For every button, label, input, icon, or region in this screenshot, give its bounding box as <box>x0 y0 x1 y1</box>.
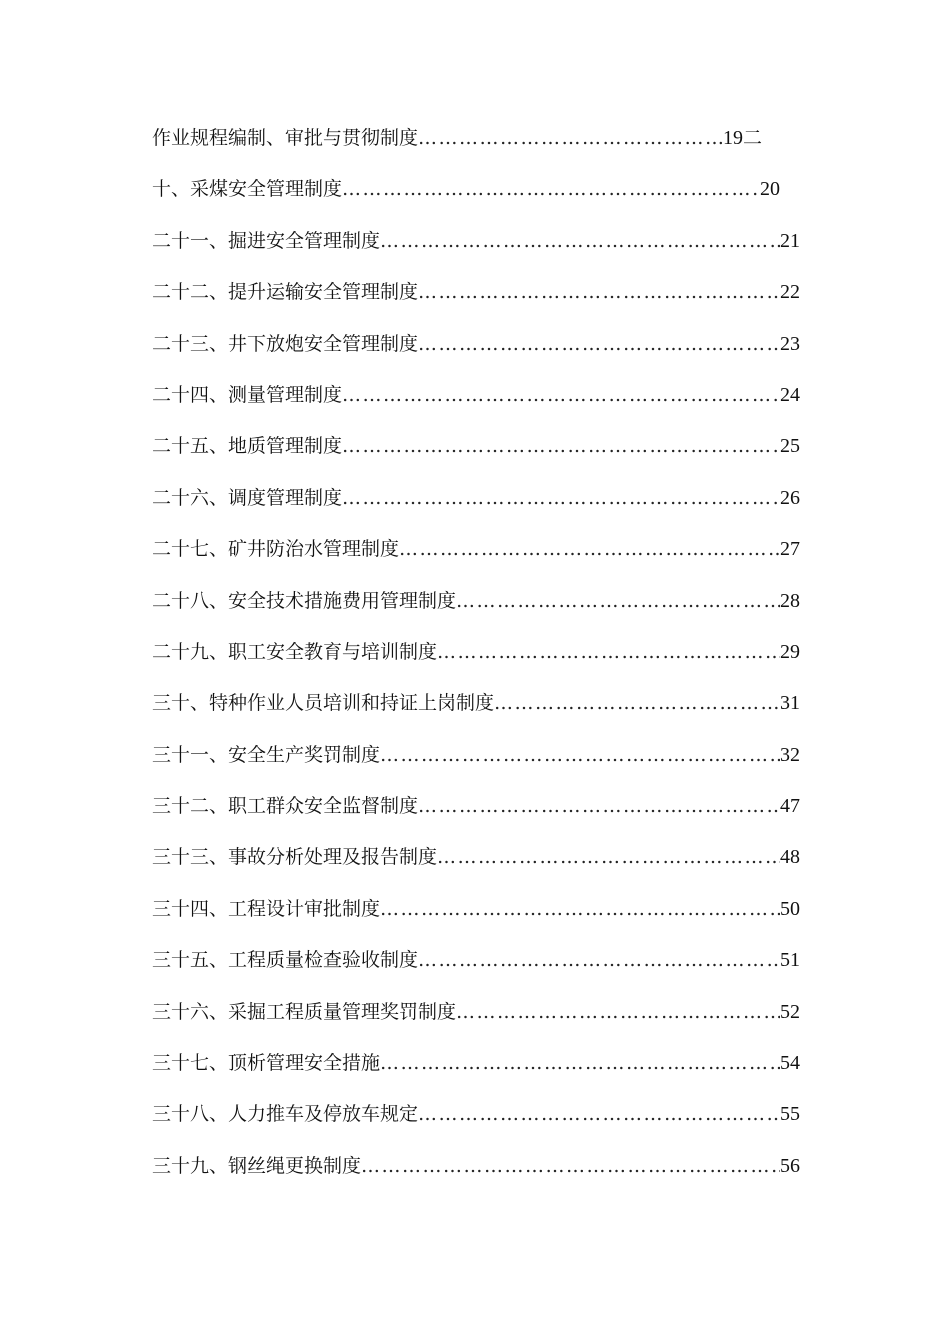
toc-entry[interactable] <box>152 527 800 578</box>
toc-leader-dots <box>456 990 780 1034</box>
toc-leader-dots <box>418 784 780 828</box>
toc-leader-dots <box>399 527 780 571</box>
toc-entry[interactable] <box>152 579 800 630</box>
toc-entry-title: 作业规程编制、审批与贯彻制度 <box>152 127 419 149</box>
toc-entry-page: 32 <box>780 743 800 766</box>
toc-entry-page: 20 <box>760 178 780 201</box>
toc-leader-dots <box>380 887 780 931</box>
toc-entry[interactable] <box>152 1041 800 1092</box>
toc-leader-dots <box>494 681 780 725</box>
toc-entry-page: 50 <box>780 897 800 920</box>
toc-entry-title: 二十二、提升运输安全管理制度 <box>152 281 419 304</box>
toc-entry[interactable] <box>152 990 800 1041</box>
toc-entry[interactable] <box>152 424 800 475</box>
toc-entry-trail: 二 <box>742 127 762 149</box>
toc-entry-title: 二十四、测量管理制度 <box>152 383 343 406</box>
toc-entry-page: 47 <box>780 795 800 818</box>
toc-leader-dots <box>342 424 780 468</box>
toc-entry[interactable] <box>152 733 800 784</box>
toc-entry-page: 29 <box>780 640 800 663</box>
toc-entry-title: 二十八、安全技术措施费用管理制度 <box>152 589 457 612</box>
toc-entry-page: 56 <box>780 1154 800 1177</box>
toc-entry[interactable] <box>152 270 800 321</box>
toc-entry-title: 三十三、事故分析处理及报告制度 <box>152 846 438 869</box>
toc-entry-title: 二十九、职工安全教育与培训制度 <box>152 640 438 663</box>
toc-leader-dots <box>418 322 780 366</box>
toc-leader-dots <box>342 167 760 211</box>
toc-leader-dots <box>380 219 780 263</box>
toc-entry[interactable] <box>152 681 800 732</box>
toc-entry[interactable] <box>152 1092 800 1143</box>
toc-entry-title: 二十一、掘进安全管理制度 <box>152 229 381 252</box>
toc-entry-title: 三十六、采掘工程质量管理奖罚制度 <box>152 1000 457 1023</box>
toc-entry-page: 27 <box>780 538 800 561</box>
toc-entry-page: 51 <box>780 949 800 972</box>
toc-entry-page: 21 <box>780 229 800 252</box>
toc-leader-dots <box>361 1144 780 1188</box>
toc-entry-title: 二十五、地质管理制度 <box>152 435 343 458</box>
toc-entry-title: 三十二、职工群众安全监督制度 <box>152 795 419 818</box>
toc-entry[interactable] <box>152 322 800 373</box>
toc-leader-dots <box>418 938 780 982</box>
toc-entry-page: 22 <box>780 281 800 304</box>
toc-entry[interactable] <box>152 938 800 989</box>
toc-entry[interactable] <box>152 835 800 886</box>
toc-entry-title: 二十七、矿井防治水管理制度 <box>152 538 400 561</box>
toc-entry-page: 23 <box>780 332 800 355</box>
toc-entry-title: 三十七、顶析管理安全措施 <box>152 1052 381 1075</box>
toc-entry-first[interactable] <box>152 116 762 167</box>
toc-entry-page: 54 <box>780 1052 800 1075</box>
toc-entry-title: 十、采煤安全管理制度 <box>152 178 343 201</box>
toc-leader-dots <box>342 476 780 520</box>
toc-entry-page: 24 <box>780 383 800 406</box>
toc-entry-title: 三十五、工程质量检查验收制度 <box>152 949 419 972</box>
toc-leader-dots <box>342 373 780 417</box>
toc-leader-dots <box>418 116 723 160</box>
toc-entry-page: 31 <box>780 692 800 715</box>
toc-entry-page: 52 <box>780 1000 800 1023</box>
toc-entry-page: 19 <box>722 127 743 149</box>
toc-entry[interactable] <box>152 887 800 938</box>
toc-leader-dots <box>380 1041 780 1085</box>
toc-entry[interactable] <box>152 167 780 218</box>
toc-entry[interactable] <box>152 476 800 527</box>
toc-entry[interactable] <box>152 219 800 270</box>
toc-entry-title: 三十四、工程设计审批制度 <box>152 897 381 920</box>
toc-entry-page: 25 <box>780 435 800 458</box>
toc-entry-page: 48 <box>780 846 800 869</box>
toc-entry[interactable] <box>152 630 800 681</box>
table-of-contents <box>152 116 800 1195</box>
toc-entry-page: 55 <box>780 1103 800 1126</box>
toc-entry-title: 三十一、安全生产奖罚制度 <box>152 743 381 766</box>
toc-leader-dots <box>418 270 780 314</box>
toc-entry-title: 二十三、井下放炮安全管理制度 <box>152 332 419 355</box>
toc-leader-dots <box>437 835 780 879</box>
toc-entry-page: 26 <box>780 486 800 509</box>
toc-entry-title: 三十、特种作业人员培训和持证上岗制度 <box>152 692 495 715</box>
toc-leader-dots <box>437 630 780 674</box>
toc-leader-dots <box>456 579 780 623</box>
toc-entry[interactable] <box>152 1144 800 1195</box>
toc-entry-page: 28 <box>780 589 800 612</box>
toc-leader-dots <box>418 1092 780 1136</box>
toc-entry-title: 三十九、钢丝绳更换制度 <box>152 1154 362 1177</box>
toc-entry[interactable] <box>152 373 800 424</box>
toc-entry[interactable] <box>152 784 800 835</box>
toc-entry-title: 二十六、调度管理制度 <box>152 486 343 509</box>
toc-entry-title: 三十八、人力推车及停放车规定 <box>152 1103 419 1126</box>
toc-leader-dots <box>380 733 780 777</box>
